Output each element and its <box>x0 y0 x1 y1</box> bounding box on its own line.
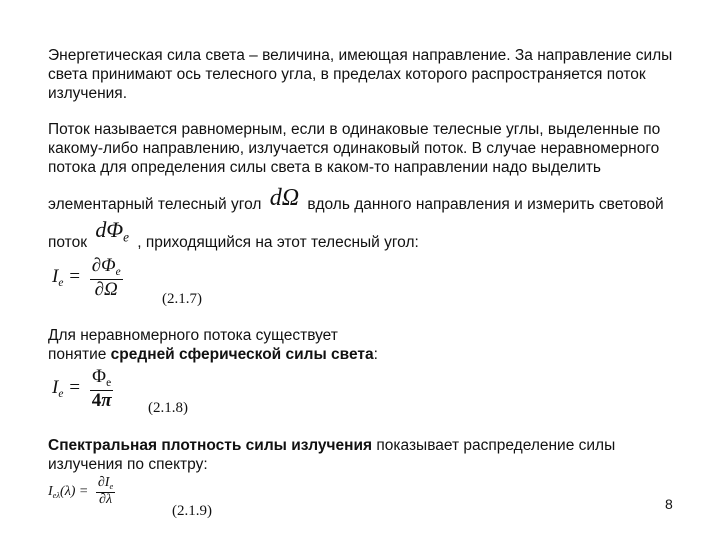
paragraph-nonuniform-line1: Для неравномерного потока существует <box>48 327 338 344</box>
line-solid-angle <box>48 185 708 214</box>
page-number: 8 <box>665 496 673 512</box>
formula-d-omega: dΩ <box>269 185 300 211</box>
term-spectral-density: Спектральная плотность силы излучения <box>48 437 373 454</box>
paragraph-nonuniform-flux <box>48 326 648 364</box>
equation-2-1-8: $I_e$ = $\frac{\Phi_e}{4\pi}$ <box>52 366 112 411</box>
paragraph-spectral-density <box>48 436 648 474</box>
paragraph-spectral-density-rest: показывает распределение силы излучения по спектру: <box>48 437 616 473</box>
paragraph-nonuniform-line2: понятие средней сферической силы света: <box>48 346 378 363</box>
line-solid-angle-text-before: элементарный телесный угол <box>48 196 262 213</box>
equation-number-2-1-9: (2.1.9) <box>172 503 212 519</box>
line-solid-angle-text-after: вдоль данного направления и измерить световой <box>307 196 664 213</box>
equation-number-2-1-7: (2.1.7) <box>162 291 202 307</box>
paragraph-uniform-flux: Поток называется равномерным, если в одинаковые телесные углы, выделенные по какому-либо направлению, излучается одинаковый поток. В случае неравномерного потока для определения силы света в каком-то направлении надо выделить <box>48 121 661 176</box>
equation-2-1-9: $I_{e\lambda}(\lambda)$ = $\frac{\partial I_e}{\partial\lambda}$ <box>48 475 114 507</box>
line-flux <box>48 217 648 257</box>
equation-number-2-1-8: (2.1.8) <box>148 400 188 416</box>
equation-2-1-7: $I_e$ = $\frac{\partial\Phi_e}{\partial\Omega}$ <box>52 255 121 300</box>
formula-d-phi-e: $d\Phi_e$ <box>95 217 129 245</box>
line-flux-text-after: , приходящийся на этот телесный угол: <box>137 234 419 251</box>
paragraph-luminous-intensity-definition: Энергетическая сила света – величина, имеющая направление. За направление силы света принимают ось телесного угла, в пределах которого распространяется поток излучения. <box>48 47 673 102</box>
line-flux-text-before: поток <box>48 234 87 251</box>
term-mean-spherical-intensity: средней сферической силы света <box>110 346 374 363</box>
